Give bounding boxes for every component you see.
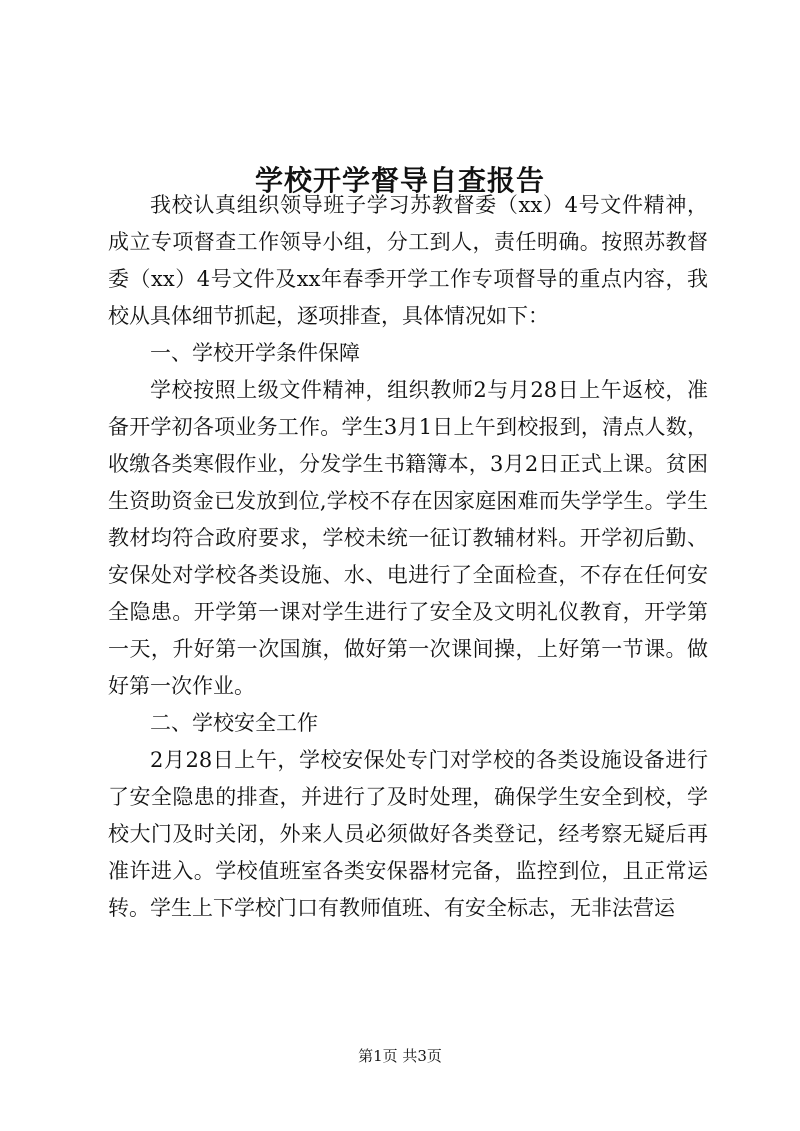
section-1-paragraph: 学校按照上级文件精神，组织教师2与月28日上午返校，准备开学初各项业务工作。学生3月1日上午到校报到，清点人数，收缴各类寒假作业，分发学生书籍簿本，3月2日正式上课。贫困生资助资金已发放到位,学校不存在因家庭困难而失学学生。学生教材均符合政府要求，学校未统一征订教辅材料。开学初后勤、安保处对学校各类设施、水、电进行了全面检查，不存在任何安全隐患。开学第一课对学生进行了安全及文明礼仪教育，开学第一天，升好第一次国旗，做好第一次课间操，上好第一节课。做好第一次作业。: [108, 378, 708, 698]
section-heading-1: 一、学校开学条件保障: [150, 341, 360, 365]
section-heading-2: 二、学校安全工作: [150, 711, 318, 735]
document-body: [108, 187, 708, 927]
document-title: 学校开学督导自查报告: [254, 163, 545, 197]
page-number-footer: 第1页 共3页: [358, 1047, 442, 1065]
intro-paragraph: 我校认真组织领导班子学习苏教督委（xx）4号文件精神，成立专项督查工作领导小组，分工到人，责任明确。按照苏教督委（xx）4号文件及xx年春季开学工作专项督导的重点内容，我校从具体细节抓起，逐项排查，具体情况如下：: [108, 193, 708, 328]
section-2-paragraph: 2月28日上午，学校安保处专门对学校的各类设施设备进行了安全隐患的排查，并进行了及时处理，确保学生安全到校，学校大门及时关闭，外来人员必须做好各类登记，经考察无疑后再准许进入。学校值班室各类安保器材完备，监控到位，且正常运转。学生上下学校门口有教师值班、有安全标志，无非法营运: [108, 748, 708, 920]
